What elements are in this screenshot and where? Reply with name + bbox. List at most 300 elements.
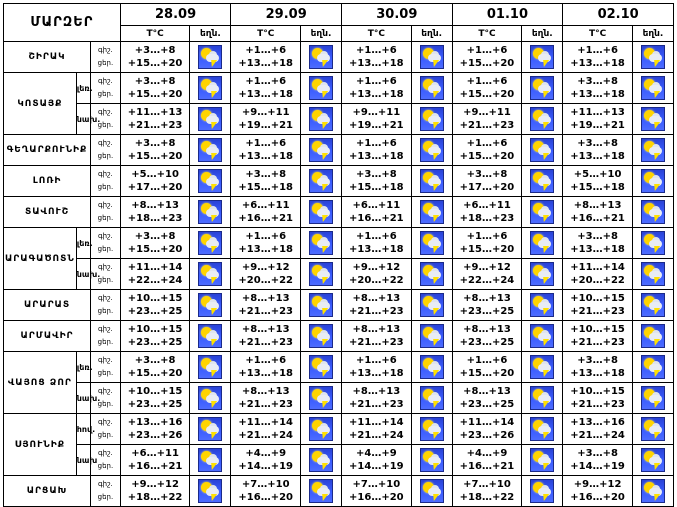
- night-label: գիշ.: [98, 480, 113, 488]
- night-temperature: +1…+6: [356, 138, 397, 149]
- temperature-cell: [452, 352, 522, 383]
- night-temperature: +9…+12: [463, 262, 511, 273]
- day-temperature: +16…+21: [349, 213, 404, 224]
- temperature-cell: [563, 476, 633, 507]
- sun-cloud-lightning-icon: [309, 138, 333, 162]
- night-temperature: +10…+15: [570, 324, 625, 335]
- time-of-day-labels: [91, 352, 121, 383]
- sun-cloud-lightning-icon: [420, 386, 444, 410]
- weather-header: եղն.: [522, 26, 563, 42]
- night-temperature: +6…+11: [131, 448, 179, 459]
- day-temperature: +15…+20: [127, 58, 183, 69]
- temperature-cell: [342, 383, 412, 414]
- night-temperature: +10…+15: [127, 386, 183, 397]
- weather-icon-cell: [632, 445, 673, 476]
- lightning-icon: [320, 463, 328, 470]
- lightning-icon: [320, 432, 328, 439]
- day-temperature: +23…+26: [127, 430, 183, 441]
- lightning-icon: [652, 184, 660, 191]
- weather-icon-cell: [301, 228, 342, 259]
- weather-icon-cell: [632, 352, 673, 383]
- night-temperature: +6…+11: [241, 200, 290, 211]
- lightning-icon: [431, 215, 439, 222]
- region-row: [4, 104, 674, 135]
- sun-cloud-lightning-icon: [420, 324, 444, 348]
- lightning-icon: [320, 370, 328, 377]
- lightning-icon: [431, 401, 439, 408]
- day-temperature: +17…+20: [127, 182, 183, 193]
- weather-icon-cell: [411, 321, 452, 352]
- night-label: գիշ.: [98, 201, 113, 209]
- temperature-cell: [231, 352, 301, 383]
- time-of-day-labels: [91, 290, 121, 321]
- sun-cloud-lightning-icon: [641, 231, 665, 255]
- weather-icon-cell: [522, 135, 563, 166]
- day-temperature: +13…+18: [349, 58, 404, 69]
- lightning-icon: [541, 215, 549, 222]
- day-temperature: +13…+18: [349, 151, 404, 162]
- sun-cloud-lightning-icon: [309, 76, 333, 100]
- temperature-cell: [120, 135, 190, 166]
- weather-icon-cell: [632, 383, 673, 414]
- night-temperature: +1…+6: [577, 45, 618, 56]
- night-label: գիշ.: [98, 232, 113, 240]
- day-temperature: +13…+18: [570, 58, 625, 69]
- region-row: [4, 321, 674, 352]
- weather-icon-cell: [632, 476, 673, 507]
- day-temperature: +16…+20: [349, 492, 404, 503]
- temperature-cell: [120, 228, 190, 259]
- temperature-cell: [342, 476, 412, 507]
- sun-cloud-lightning-icon: [420, 293, 444, 317]
- lightning-icon: [320, 215, 328, 222]
- sun-cloud-lightning-icon: [641, 262, 665, 286]
- weather-icon-cell: [522, 290, 563, 321]
- sun-cloud-lightning-icon: [420, 417, 444, 441]
- temperature-cell: [120, 414, 190, 445]
- region-row: [4, 476, 674, 507]
- day-temperature: +21…+23: [349, 306, 404, 317]
- sun-cloud-lightning-icon: [641, 76, 665, 100]
- temperature-cell: [120, 290, 190, 321]
- day-temperature: +19…+21: [570, 120, 625, 131]
- day-temperature: +18…+23: [127, 213, 183, 224]
- day-temperature: +13…+18: [349, 368, 404, 379]
- temperature-cell: [452, 135, 522, 166]
- weather-icon-cell: [522, 476, 563, 507]
- day-temperature: +15…+20: [127, 151, 183, 162]
- lightning-icon: [652, 432, 660, 439]
- weather-icon-cell: [301, 414, 342, 445]
- temperature-cell: [342, 352, 412, 383]
- subregion-label: նախ.: [76, 104, 90, 135]
- day-temperature: +18…+22: [127, 492, 183, 503]
- weather-icon-cell: [411, 383, 452, 414]
- lightning-icon: [541, 432, 549, 439]
- temperature-header: T°C: [563, 26, 633, 42]
- day-temperature: +14…+19: [570, 461, 625, 472]
- day-temperature: +13…+18: [570, 244, 625, 255]
- temperature-cell: [452, 321, 522, 352]
- day-label: ցեր.: [97, 493, 114, 501]
- sun-cloud-lightning-icon: [420, 355, 444, 379]
- temperature-cell: [452, 414, 522, 445]
- temperature-cell: [342, 166, 412, 197]
- day-temperature: +23…+25: [127, 337, 183, 348]
- region-row: [4, 414, 674, 445]
- temperature-cell: [452, 228, 522, 259]
- subregion-label: նախ.: [76, 383, 90, 414]
- lightning-icon: [431, 60, 439, 67]
- night-temperature: +1…+6: [466, 76, 508, 87]
- time-of-day-labels: [91, 42, 121, 73]
- day-temperature: +20…+22: [238, 275, 294, 286]
- weather-icon-cell: [522, 73, 563, 104]
- day-temperature: +15…+20: [459, 368, 515, 379]
- day-label: ցեր.: [97, 121, 114, 129]
- sun-cloud-lightning-icon: [309, 324, 333, 348]
- night-temperature: +4…+9: [466, 448, 508, 459]
- lightning-icon: [652, 91, 660, 98]
- sun-cloud-lightning-icon: [530, 355, 554, 379]
- weather-icon-cell: [301, 135, 342, 166]
- weather-icon-cell: [411, 42, 452, 73]
- forecast-table: [3, 3, 674, 507]
- weather-icon-cell: [522, 166, 563, 197]
- night-temperature: +8…+13: [352, 386, 401, 397]
- day-temperature: +23…+25: [459, 399, 515, 410]
- day-temperature: +13…+18: [238, 58, 294, 69]
- lightning-icon: [652, 246, 660, 253]
- night-temperature: +11…+13: [127, 107, 183, 118]
- weather-icon-cell: [301, 445, 342, 476]
- night-temperature: +7…+10: [352, 479, 401, 490]
- sun-cloud-lightning-icon: [309, 293, 333, 317]
- sun-cloud-lightning-icon: [641, 448, 665, 472]
- night-temperature: +3…+8: [577, 138, 618, 149]
- temperature-cell: [120, 259, 190, 290]
- night-label: գիշ.: [98, 325, 113, 333]
- weather-icon-cell: [411, 290, 452, 321]
- temperature-cell: [120, 321, 190, 352]
- lightning-icon: [209, 60, 217, 67]
- sun-cloud-lightning-icon: [198, 262, 222, 286]
- temperature-cell: [563, 352, 633, 383]
- temperature-cell: [231, 414, 301, 445]
- temperature-cell: [120, 104, 190, 135]
- temperature-cell: [120, 197, 190, 228]
- region-name: ԱՐԱԳԱԾՈՏՆ: [4, 228, 77, 290]
- day-temperature: +17…+20: [459, 182, 515, 193]
- night-temperature: +1…+6: [356, 45, 397, 56]
- night-temperature: +1…+6: [466, 231, 508, 242]
- weather-icon-cell: [522, 383, 563, 414]
- weather-icon-cell: [411, 259, 452, 290]
- sun-cloud-lightning-icon: [198, 417, 222, 441]
- sun-cloud-lightning-icon: [198, 138, 222, 162]
- temperature-cell: [452, 445, 522, 476]
- night-temperature: +13…+16: [127, 417, 183, 428]
- date-header: 28.09: [120, 4, 231, 26]
- night-temperature: +1…+6: [356, 76, 397, 87]
- sun-cloud-lightning-icon: [198, 355, 222, 379]
- night-temperature: +3…+8: [577, 231, 618, 242]
- night-temperature: +11…+14: [238, 417, 294, 428]
- weather-header: եղն.: [632, 26, 673, 42]
- day-temperature: +14…+19: [238, 461, 294, 472]
- temperature-cell: [563, 42, 633, 73]
- lightning-icon: [652, 494, 660, 501]
- day-temperature: +13…+18: [570, 368, 625, 379]
- weather-icon-cell: [190, 352, 231, 383]
- temperature-cell: [563, 228, 633, 259]
- weather-icon-cell: [632, 414, 673, 445]
- temperature-cell: [452, 476, 522, 507]
- day-label: ցեր.: [97, 307, 114, 315]
- night-temperature: +7…+10: [241, 479, 290, 490]
- weather-icon-cell: [190, 166, 231, 197]
- lightning-icon: [541, 370, 549, 377]
- night-temperature: +8…+13: [241, 324, 290, 335]
- temperature-cell: [231, 445, 301, 476]
- night-temperature: +1…+6: [245, 45, 287, 56]
- date-header: 29.09: [231, 4, 342, 26]
- sun-cloud-lightning-icon: [641, 417, 665, 441]
- sun-cloud-lightning-icon: [641, 324, 665, 348]
- sun-cloud-lightning-icon: [530, 107, 554, 131]
- weather-icon-cell: [632, 228, 673, 259]
- temperature-cell: [452, 42, 522, 73]
- day-temperature: +21…+23: [349, 399, 404, 410]
- lightning-icon: [652, 122, 660, 129]
- day-temperature: +18…+23: [459, 213, 515, 224]
- lightning-icon: [652, 370, 660, 377]
- temperature-cell: [231, 321, 301, 352]
- lightning-icon: [431, 308, 439, 315]
- day-label: ցեր.: [97, 369, 114, 377]
- temperature-cell: [563, 73, 633, 104]
- region-name: ՏԱՎՈՒՇ: [4, 197, 91, 228]
- weather-icon-cell: [522, 104, 563, 135]
- night-temperature: +10…+15: [127, 324, 183, 335]
- weather-header: եղն.: [190, 26, 231, 42]
- day-temperature: +23…+25: [459, 306, 515, 317]
- night-label: գիշ.: [98, 356, 113, 364]
- lightning-icon: [320, 277, 328, 284]
- day-temperature: +21…+23: [349, 337, 404, 348]
- lightning-icon: [541, 401, 549, 408]
- night-label: գիշ.: [98, 108, 113, 116]
- lightning-icon: [209, 463, 217, 470]
- day-temperature: +15…+20: [459, 58, 515, 69]
- sun-cloud-lightning-icon: [641, 169, 665, 193]
- day-temperature: +20…+22: [349, 275, 404, 286]
- night-temperature: +3…+8: [577, 448, 618, 459]
- sun-cloud-lightning-icon: [530, 138, 554, 162]
- weather-icon-cell: [522, 197, 563, 228]
- temperature-cell: [342, 104, 412, 135]
- sun-cloud-lightning-icon: [641, 107, 665, 131]
- night-temperature: +7…+10: [463, 479, 511, 490]
- weather-icon-cell: [190, 73, 231, 104]
- sun-cloud-lightning-icon: [420, 479, 444, 503]
- region-row: [4, 73, 674, 104]
- sun-cloud-lightning-icon: [641, 386, 665, 410]
- weather-icon-cell: [301, 42, 342, 73]
- day-temperature: +15…+18: [349, 182, 404, 193]
- sun-cloud-lightning-icon: [198, 479, 222, 503]
- weather-icon-cell: [190, 42, 231, 73]
- night-temperature: +8…+13: [131, 200, 179, 211]
- weather-icon-cell: [411, 476, 452, 507]
- temperature-header: T°C: [342, 26, 412, 42]
- temperature-cell: [231, 104, 301, 135]
- lightning-icon: [652, 401, 660, 408]
- temperature-cell: [342, 197, 412, 228]
- weather-icon-cell: [522, 414, 563, 445]
- sun-cloud-lightning-icon: [309, 45, 333, 69]
- weather-icon-cell: [632, 166, 673, 197]
- lightning-icon: [209, 494, 217, 501]
- region-row: [4, 259, 674, 290]
- time-of-day-labels: [91, 228, 121, 259]
- date-header: 01.10: [452, 4, 563, 26]
- region-row: [4, 197, 674, 228]
- sun-cloud-lightning-icon: [530, 448, 554, 472]
- day-label: ցեր.: [97, 462, 114, 470]
- night-temperature: +11…+14: [570, 262, 625, 273]
- region-name: ՍՅՈՒՆԻՔ: [4, 414, 77, 476]
- night-temperature: +3…+8: [577, 355, 618, 366]
- sun-cloud-lightning-icon: [530, 262, 554, 286]
- night-temperature: +5…+10: [131, 169, 179, 180]
- sun-cloud-lightning-icon: [309, 169, 333, 193]
- night-temperature: +1…+6: [356, 231, 397, 242]
- weather-icon-cell: [632, 321, 673, 352]
- weather-icon-cell: [411, 414, 452, 445]
- region-row: [4, 135, 674, 166]
- sun-cloud-lightning-icon: [198, 293, 222, 317]
- region-row: [4, 228, 674, 259]
- day-temperature: +23…+26: [459, 430, 515, 441]
- night-temperature: +8…+13: [463, 293, 511, 304]
- weather-icon-cell: [301, 166, 342, 197]
- lightning-icon: [209, 308, 217, 315]
- region-row: [4, 290, 674, 321]
- night-temperature: +3…+8: [134, 355, 176, 366]
- day-temperature: +15…+18: [570, 182, 625, 193]
- temperature-header: T°C: [231, 26, 301, 42]
- sun-cloud-lightning-icon: [198, 448, 222, 472]
- weather-header: եղն.: [411, 26, 452, 42]
- region-name: ԼՈՌԻ: [4, 166, 91, 197]
- time-of-day-labels: [91, 73, 121, 104]
- sun-cloud-lightning-icon: [309, 448, 333, 472]
- lightning-icon: [209, 215, 217, 222]
- date-header-row: [4, 4, 674, 26]
- sun-cloud-lightning-icon: [420, 76, 444, 100]
- sun-cloud-lightning-icon: [530, 45, 554, 69]
- weather-icon-cell: [301, 73, 342, 104]
- temperature-cell: [231, 476, 301, 507]
- night-label: գիշ.: [98, 77, 113, 85]
- sun-cloud-lightning-icon: [641, 45, 665, 69]
- day-temperature: +15…+18: [238, 182, 294, 193]
- lightning-icon: [652, 308, 660, 315]
- weather-icon-cell: [411, 228, 452, 259]
- weather-icon-cell: [522, 352, 563, 383]
- temperature-cell: [231, 166, 301, 197]
- night-temperature: +3…+8: [466, 169, 508, 180]
- lightning-icon: [320, 60, 328, 67]
- lightning-icon: [431, 277, 439, 284]
- weather-icon-cell: [522, 259, 563, 290]
- day-temperature: +13…+18: [570, 89, 625, 100]
- night-label: գիշ.: [98, 46, 113, 54]
- subregion-label: նախ: [76, 445, 90, 476]
- temperature-cell: [563, 135, 633, 166]
- lightning-icon: [541, 91, 549, 98]
- night-temperature: +9…+11: [463, 107, 511, 118]
- weather-icon-cell: [411, 135, 452, 166]
- night-temperature: +10…+15: [570, 386, 625, 397]
- temperature-cell: [231, 42, 301, 73]
- night-temperature: +8…+13: [352, 324, 401, 335]
- sun-cloud-lightning-icon: [641, 293, 665, 317]
- subregion-label: լեռ.: [76, 228, 90, 259]
- temperature-cell: [342, 321, 412, 352]
- region-row: [4, 166, 674, 197]
- temperature-cell: [452, 259, 522, 290]
- weather-icon-cell: [301, 104, 342, 135]
- temperature-cell: [120, 445, 190, 476]
- weather-icon-cell: [411, 166, 452, 197]
- sun-cloud-lightning-icon: [530, 417, 554, 441]
- day-temperature: +13…+18: [349, 89, 404, 100]
- weather-icon-cell: [190, 290, 231, 321]
- day-temperature: +14…+19: [349, 461, 404, 472]
- weather-icon-cell: [632, 197, 673, 228]
- lightning-icon: [652, 215, 660, 222]
- night-label: գիշ.: [98, 263, 113, 271]
- night-temperature: +1…+6: [245, 231, 287, 242]
- region-name: ԱՐԱՐԱՏ: [4, 290, 91, 321]
- night-temperature: +11…+14: [459, 417, 515, 428]
- day-temperature: +21…+23: [127, 120, 183, 131]
- sun-cloud-lightning-icon: [420, 262, 444, 286]
- lightning-icon: [431, 432, 439, 439]
- weather-icon-cell: [632, 42, 673, 73]
- day-temperature: +21…+23: [459, 120, 515, 131]
- lightning-icon: [431, 122, 439, 129]
- weather-icon-cell: [190, 104, 231, 135]
- night-temperature: +1…+6: [466, 355, 508, 366]
- sun-cloud-lightning-icon: [309, 417, 333, 441]
- weather-icon-cell: [190, 476, 231, 507]
- lightning-icon: [209, 122, 217, 129]
- lightning-icon: [541, 308, 549, 315]
- lightning-icon: [431, 184, 439, 191]
- night-temperature: +8…+13: [463, 324, 511, 335]
- sun-cloud-lightning-icon: [530, 76, 554, 100]
- temperature-cell: [452, 383, 522, 414]
- night-temperature: +8…+13: [241, 386, 290, 397]
- day-temperature: +21…+23: [238, 399, 294, 410]
- forecast-body: [4, 42, 674, 507]
- lightning-icon: [320, 184, 328, 191]
- weather-icon-cell: [632, 290, 673, 321]
- subregion-label: հով.: [76, 414, 90, 445]
